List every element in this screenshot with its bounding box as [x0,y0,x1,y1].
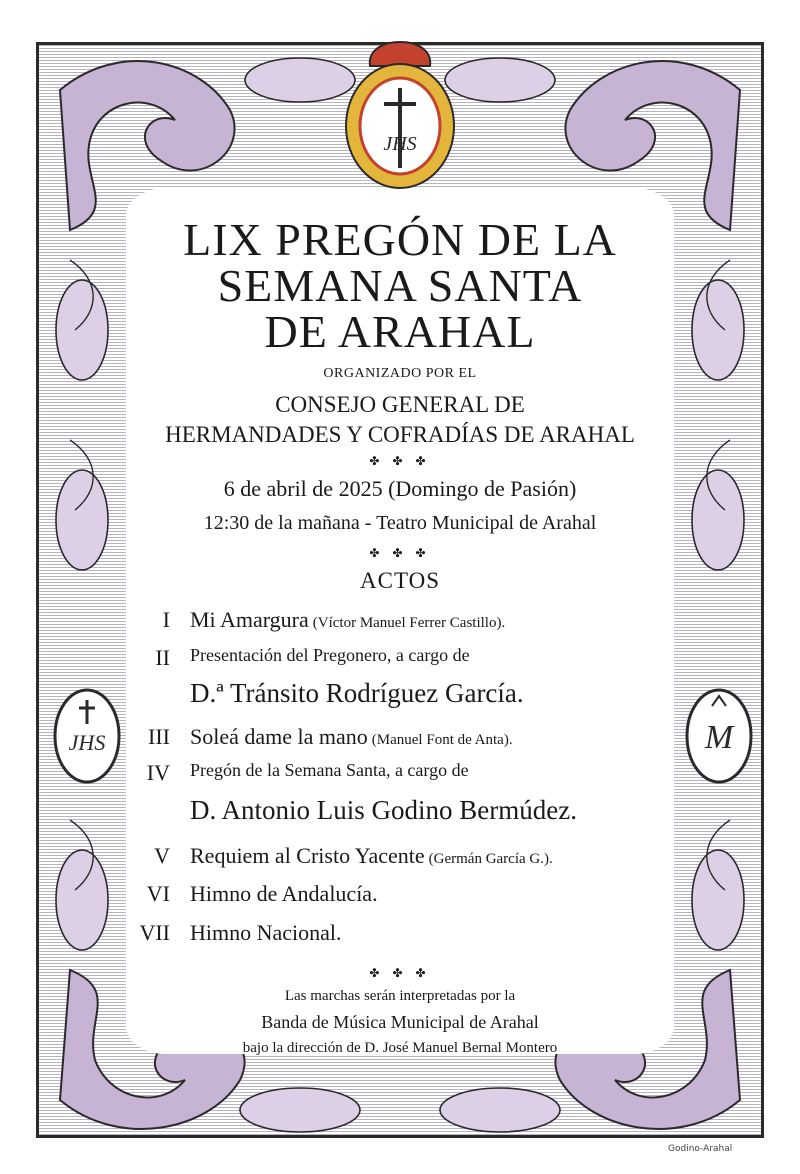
event-date: 6 de abril de 2025 (Domingo de Pasión) [223,476,577,501]
event-time-place: 12:30 de la mañana - Teatro Municipal de Arahal [203,512,597,534]
act-author: (Germán García G.). [428,851,553,867]
svg-text:JHS: JHS [68,730,106,755]
act-number: IV [146,760,170,785]
act-author: (Víctor Manuel Ferrer Castillo). [312,615,506,631]
act-number: II [155,645,170,670]
act-presenter [140,678,680,712]
act-title: Himno de Andalucía. [190,881,378,906]
act-speaker [140,795,680,829]
separator-1: ✤ ✤ ✤ [369,454,431,468]
act-number: VI [146,881,170,906]
act-title: Requiem al Cristo Yacente [190,843,425,868]
act-title: Mi Amargura [190,607,309,632]
marian-monogram-icon [682,684,756,788]
organized-by-label: ORGANIZADO POR EL [323,366,477,381]
act-item [140,843,680,877]
presenter-name: D.ª Tránsito Rodríguez García. [190,678,524,708]
actos-heading: ACTOS [360,568,440,593]
svg-text:JHS: JHS [383,133,417,155]
act-item [140,760,680,794]
act-title: Soleá dame la mano [190,724,368,749]
organizer-line-2: HERMANDADES Y COFRADÍAS DE ARAHAL [165,422,635,447]
act-title: Pregón de la Semana Santa, a cargo de [190,760,469,780]
act-number: V [154,843,170,868]
act-author: (Manuel Font de Anta). [371,732,513,748]
speaker-name: D. Antonio Luis Godino Bermúdez. [190,795,577,825]
ihs-monogram-icon [50,684,124,788]
footer-line-2: Banda de Música Municipal de Arahal [261,1012,539,1032]
footer-line-3: bajo la dirección de D. José Manuel Bernal Montero [242,1040,558,1056]
act-title: Presentación del Pregonero, a cargo de [190,645,470,665]
act-title: Himno Nacional. [190,920,342,945]
separator-2: ✤ ✤ ✤ [369,546,431,560]
footer-line-1: Las marchas serán interpretadas por la [284,988,516,1004]
act-item [140,724,680,758]
act-number: VII [139,920,170,945]
act-item [140,645,680,679]
svg-text:M: M [704,719,734,756]
artist-credit: Godino-Arahal [668,1144,733,1154]
act-item [140,607,680,641]
title-line-2: SEMANA SANTA [217,260,583,311]
act-number: I [162,607,170,632]
brotherhood-crest-icon [340,38,460,198]
act-item [140,920,680,954]
separator-3: ✤ ✤ ✤ [369,966,431,980]
title-line-1: LIX PREGÓN DE LA [183,214,617,265]
act-number: III [148,724,170,749]
act-item [140,881,680,915]
title-line-3: DE ARAHAL [264,306,536,357]
organizer-line-1: CONSEJO GENERAL DE [275,392,525,417]
